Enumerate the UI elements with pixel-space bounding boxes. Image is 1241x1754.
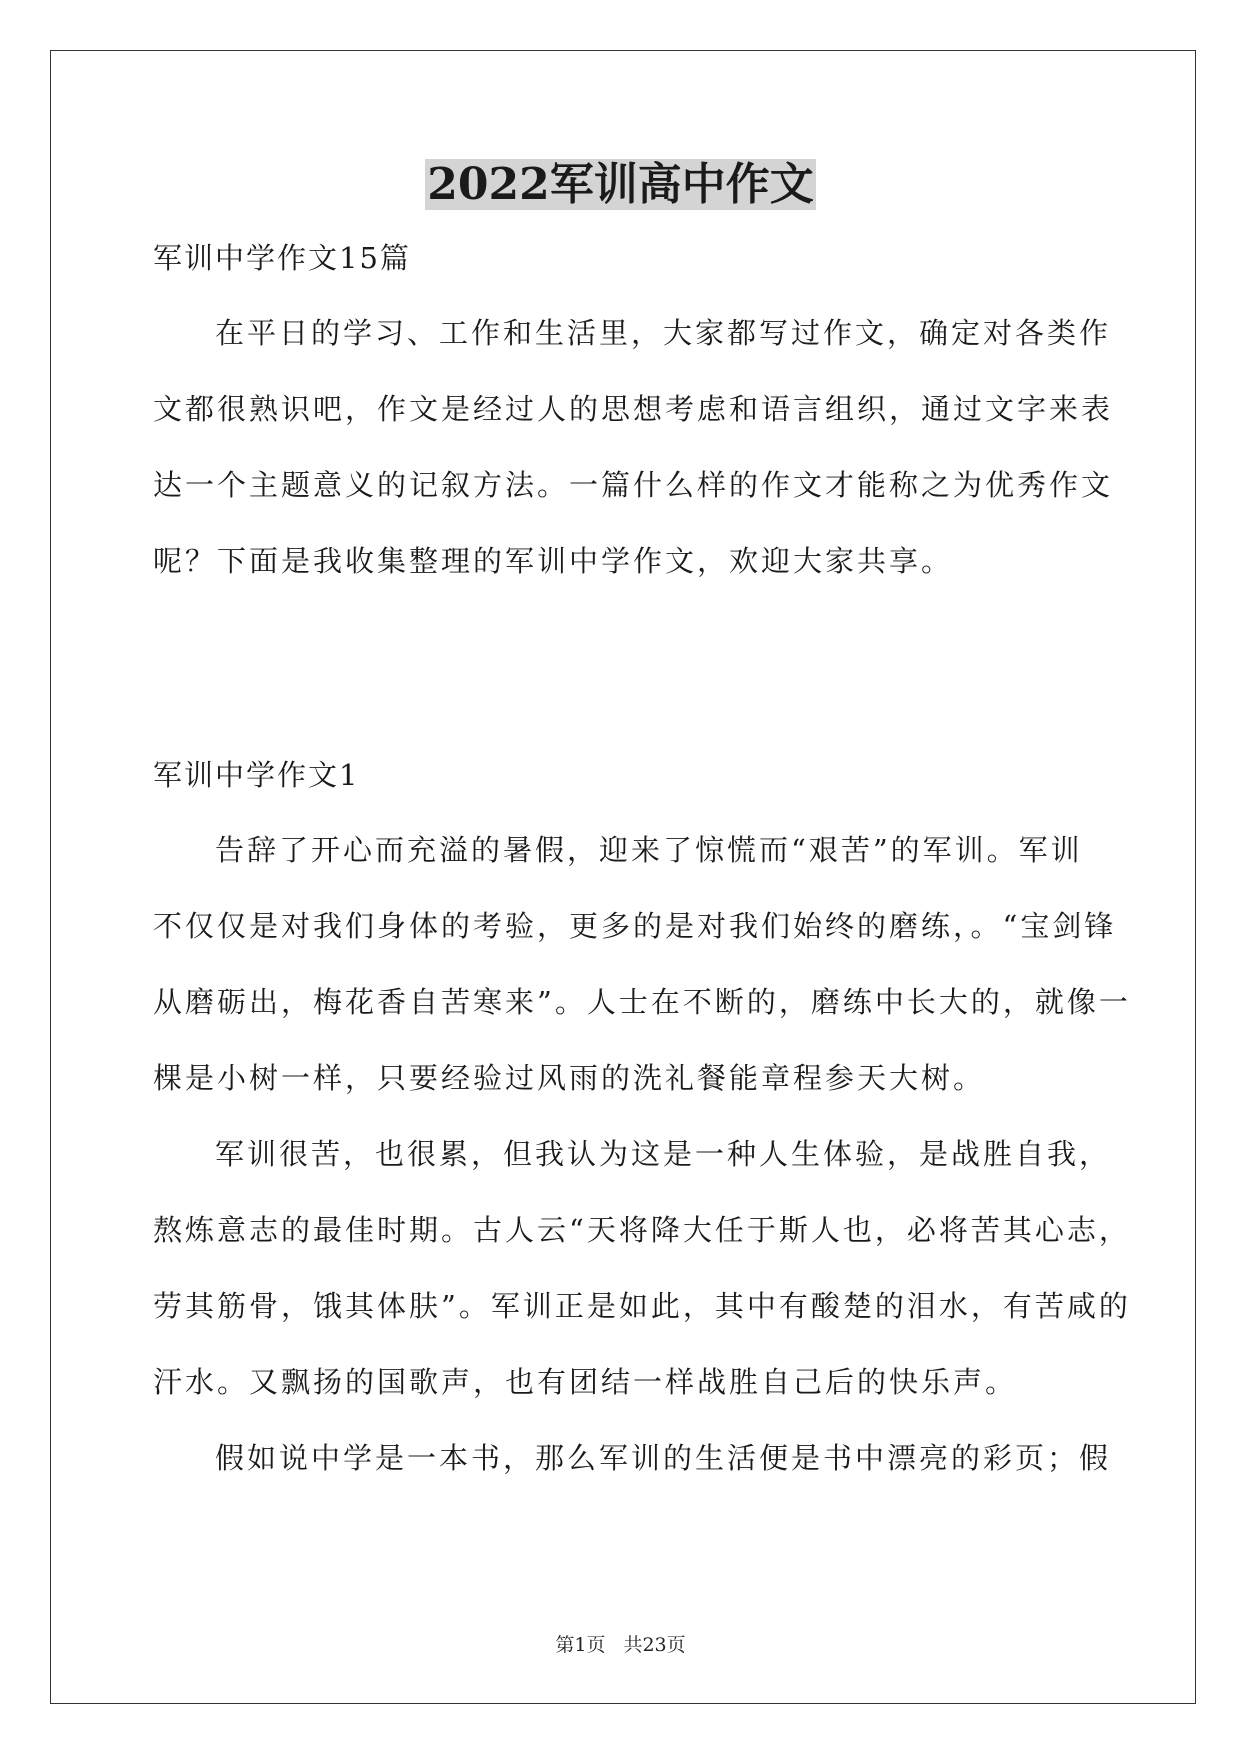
paragraph-3 xyxy=(153,1420,1112,1496)
paragraph-line: 从磨砺出，梅花香自苦寒来”。人士在不断的，磨练中长大的，就像一 xyxy=(153,985,1131,1019)
paragraph-line: 在平日的学习、工作和生活里，大家都写过作文，确定对各类作 xyxy=(215,316,1112,350)
section-heading: 军训中学作文1 xyxy=(153,758,360,792)
paragraph-line: 假如说中学是一本书，那么军训的生活便是书中漂亮的彩页；假 xyxy=(215,1441,1112,1475)
paragraph-line: 呢？下面是我收集整理的军训中学作文，欢迎大家共享。 xyxy=(153,544,954,578)
document-title-text: 2022军训高中作文 xyxy=(427,159,814,210)
paragraph-line: 棵是小树一样，只要经验过风雨的洗礼餐能章程参天大树。 xyxy=(153,1061,986,1095)
current-page-indicator: 第1页 xyxy=(555,1634,606,1656)
paragraph-1 xyxy=(153,812,1131,1116)
total-pages-indicator: 共23页 xyxy=(623,1634,686,1656)
document-subtitle: 军训中学作文15篇 xyxy=(153,241,411,275)
paragraph-line: 告辞了开心而充溢的暑假，迎来了惊慌而“艰苦”的军训。军训 xyxy=(215,833,1083,867)
intro-paragraph xyxy=(153,295,1114,599)
paragraph-line: 文都很熟识吧，作文是经过人的思想考虑和语言组织，通过文字来表 xyxy=(153,392,1114,426)
paragraph-line: 军训很苦，也很累，但我认为这是一种人生体验，是战胜自我， xyxy=(215,1137,1112,1171)
document-title xyxy=(0,155,1241,215)
paragraph-line: 达一个主题意义的记叙方法。一篇什么样的作文才能称之为优秀作文 xyxy=(153,468,1114,502)
paragraph-line: 劳其筋骨，饿其体肤”。军训正是如此，其中有酸楚的泪水，有苦咸的 xyxy=(153,1289,1131,1323)
paragraph-line: 汗水。又飘扬的国歌声，也有团结一样战胜自己后的快乐声。 xyxy=(153,1365,1018,1399)
paragraph-2 xyxy=(153,1116,1131,1420)
paragraph-line: 熬炼意志的最佳时期。古人云“天将降大任于斯人也，必将苦其心志， xyxy=(153,1213,1131,1247)
page-footer xyxy=(0,1632,1241,1658)
paragraph-line: 不仅仅是对我们身体的考验，更多的是对我们始终的磨练，。“宝剑锋 xyxy=(153,909,1117,943)
